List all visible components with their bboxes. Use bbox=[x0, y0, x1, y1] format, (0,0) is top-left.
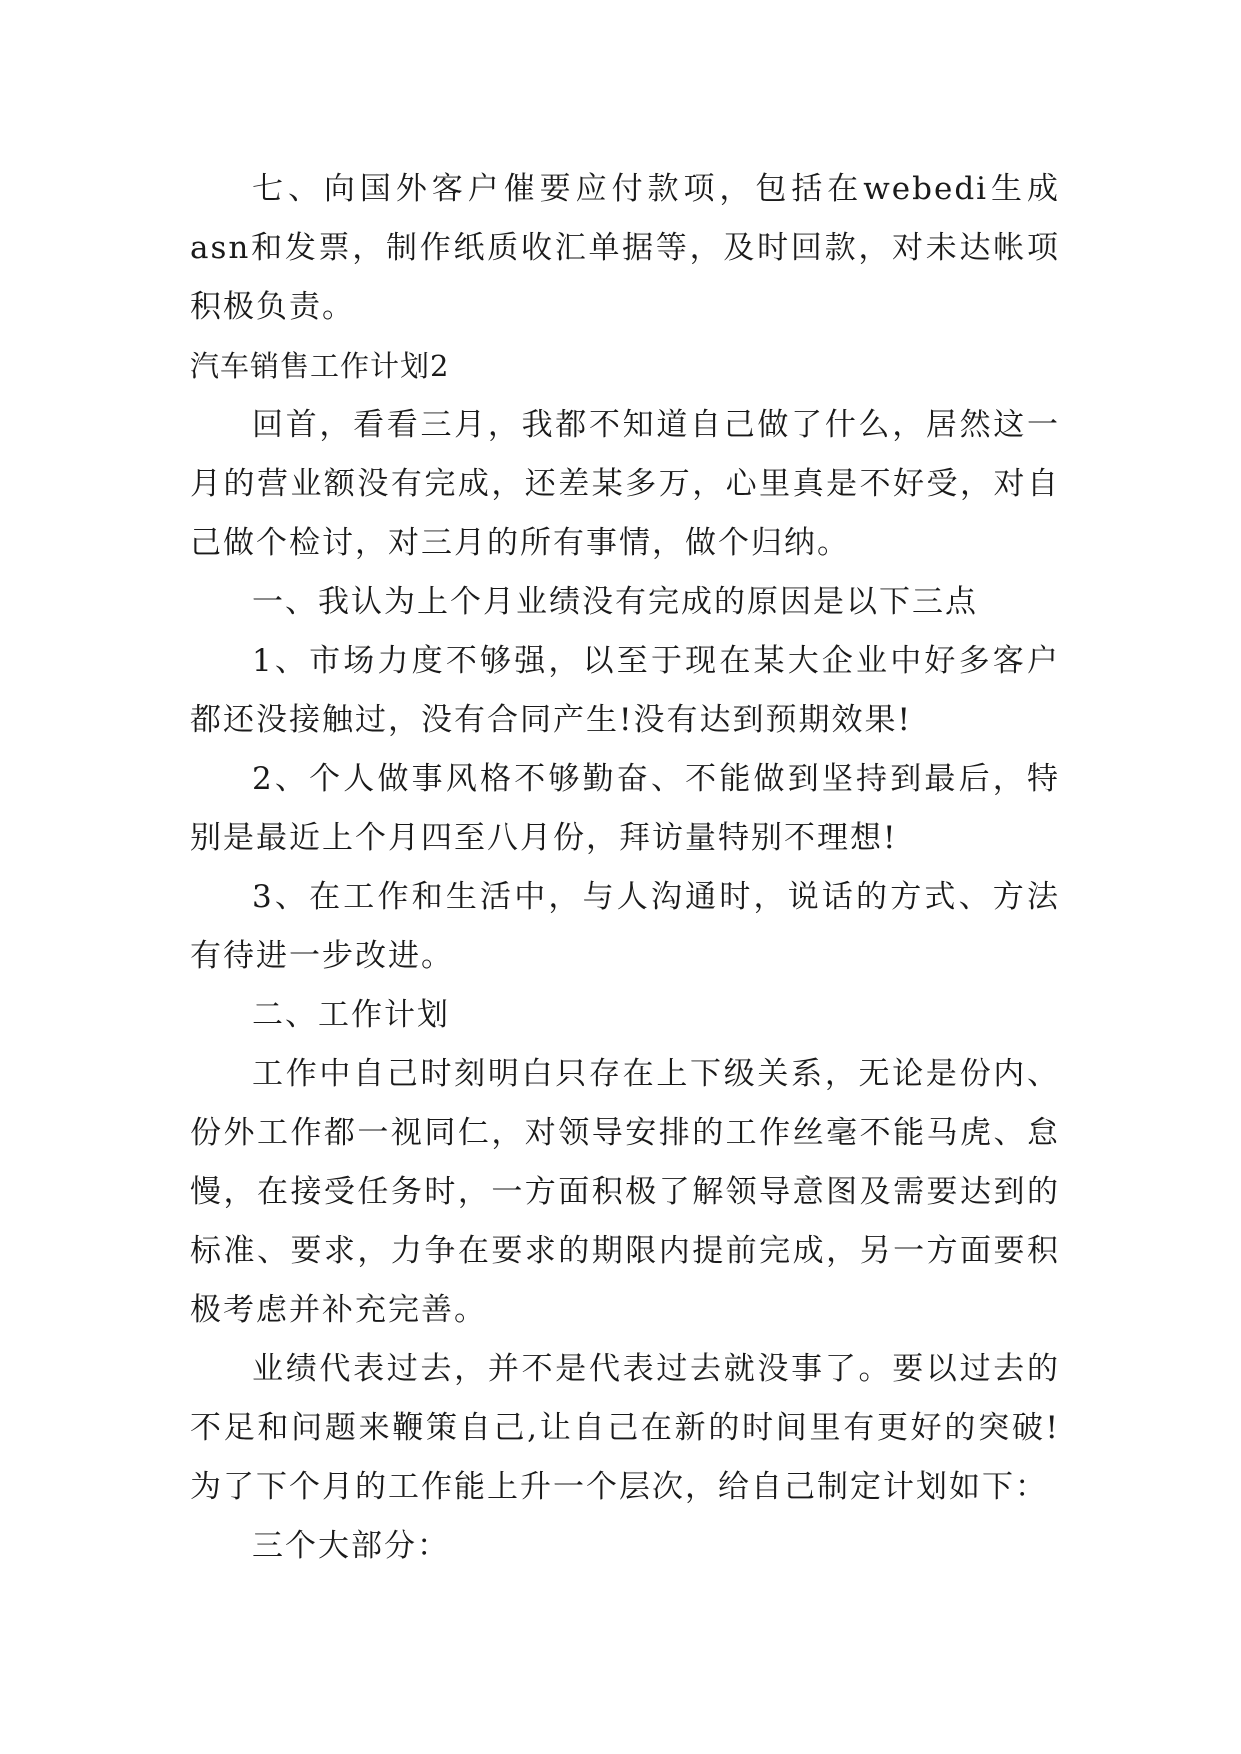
paragraph-payment-collection: 七、向国外客户催要应付款项，包括在webedi生成asn和发票，制作纸质收汇单据等，及时回款，对未达帐项积极负责。 bbox=[190, 171, 1060, 325]
paragraph-reason-1: 1、市场力度不够强，以至于现在某大企业中好多客户都还没接触过，没有合同产生!没有达到预期效果! bbox=[190, 643, 1060, 738]
document-body bbox=[190, 160, 1060, 1576]
paragraph-reason-2: 2、个人做事风格不够勤奋、不能做到坚持到最后，特别是最近上个月四至八月份，拜访量特别不理想! bbox=[190, 761, 1060, 856]
paragraph-plan-attitude: 工作中自己时刻明白只存在上下级关系，无论是份内、份外工作都一视同仁，对领导安排的工作丝毫不能马虎、怠慢，在接受任务时，一方面积极了解领导意图及需要达到的标准、要求，力争在要求的期限内提前完成，另一方面要积极考虑并补充完善。 bbox=[190, 1056, 1060, 1328]
paragraph-reasons-intro: 一、我认为上个月业绩没有完成的原因是以下三点 bbox=[252, 584, 978, 620]
paragraph-three-parts: 三个大部分： bbox=[252, 1528, 450, 1564]
paragraph-reason-3: 3、在工作和生活中，与人沟通时，说话的方式、方法有待进一步改进。 bbox=[190, 879, 1060, 974]
paragraph-plan-heading: 二、工作计划 bbox=[252, 997, 450, 1033]
paragraph-plan-goals: 业绩代表过去，并不是代表过去就没事了。要以过去的不足和问题来鞭策自己,让自己在新的时间里有更好的突破!为了下个月的工作能上升一个层次，给自己制定计划如下： bbox=[190, 1351, 1060, 1505]
paragraph-review: 回首，看看三月，我都不知道自己做了什么，居然这一月的营业额没有完成，还差某多万，心里真是不好受，对自己做个检讨，对三月的所有事情，做个归纳。 bbox=[190, 407, 1060, 561]
section-heading: 汽车销售工作计划2 bbox=[190, 349, 450, 383]
